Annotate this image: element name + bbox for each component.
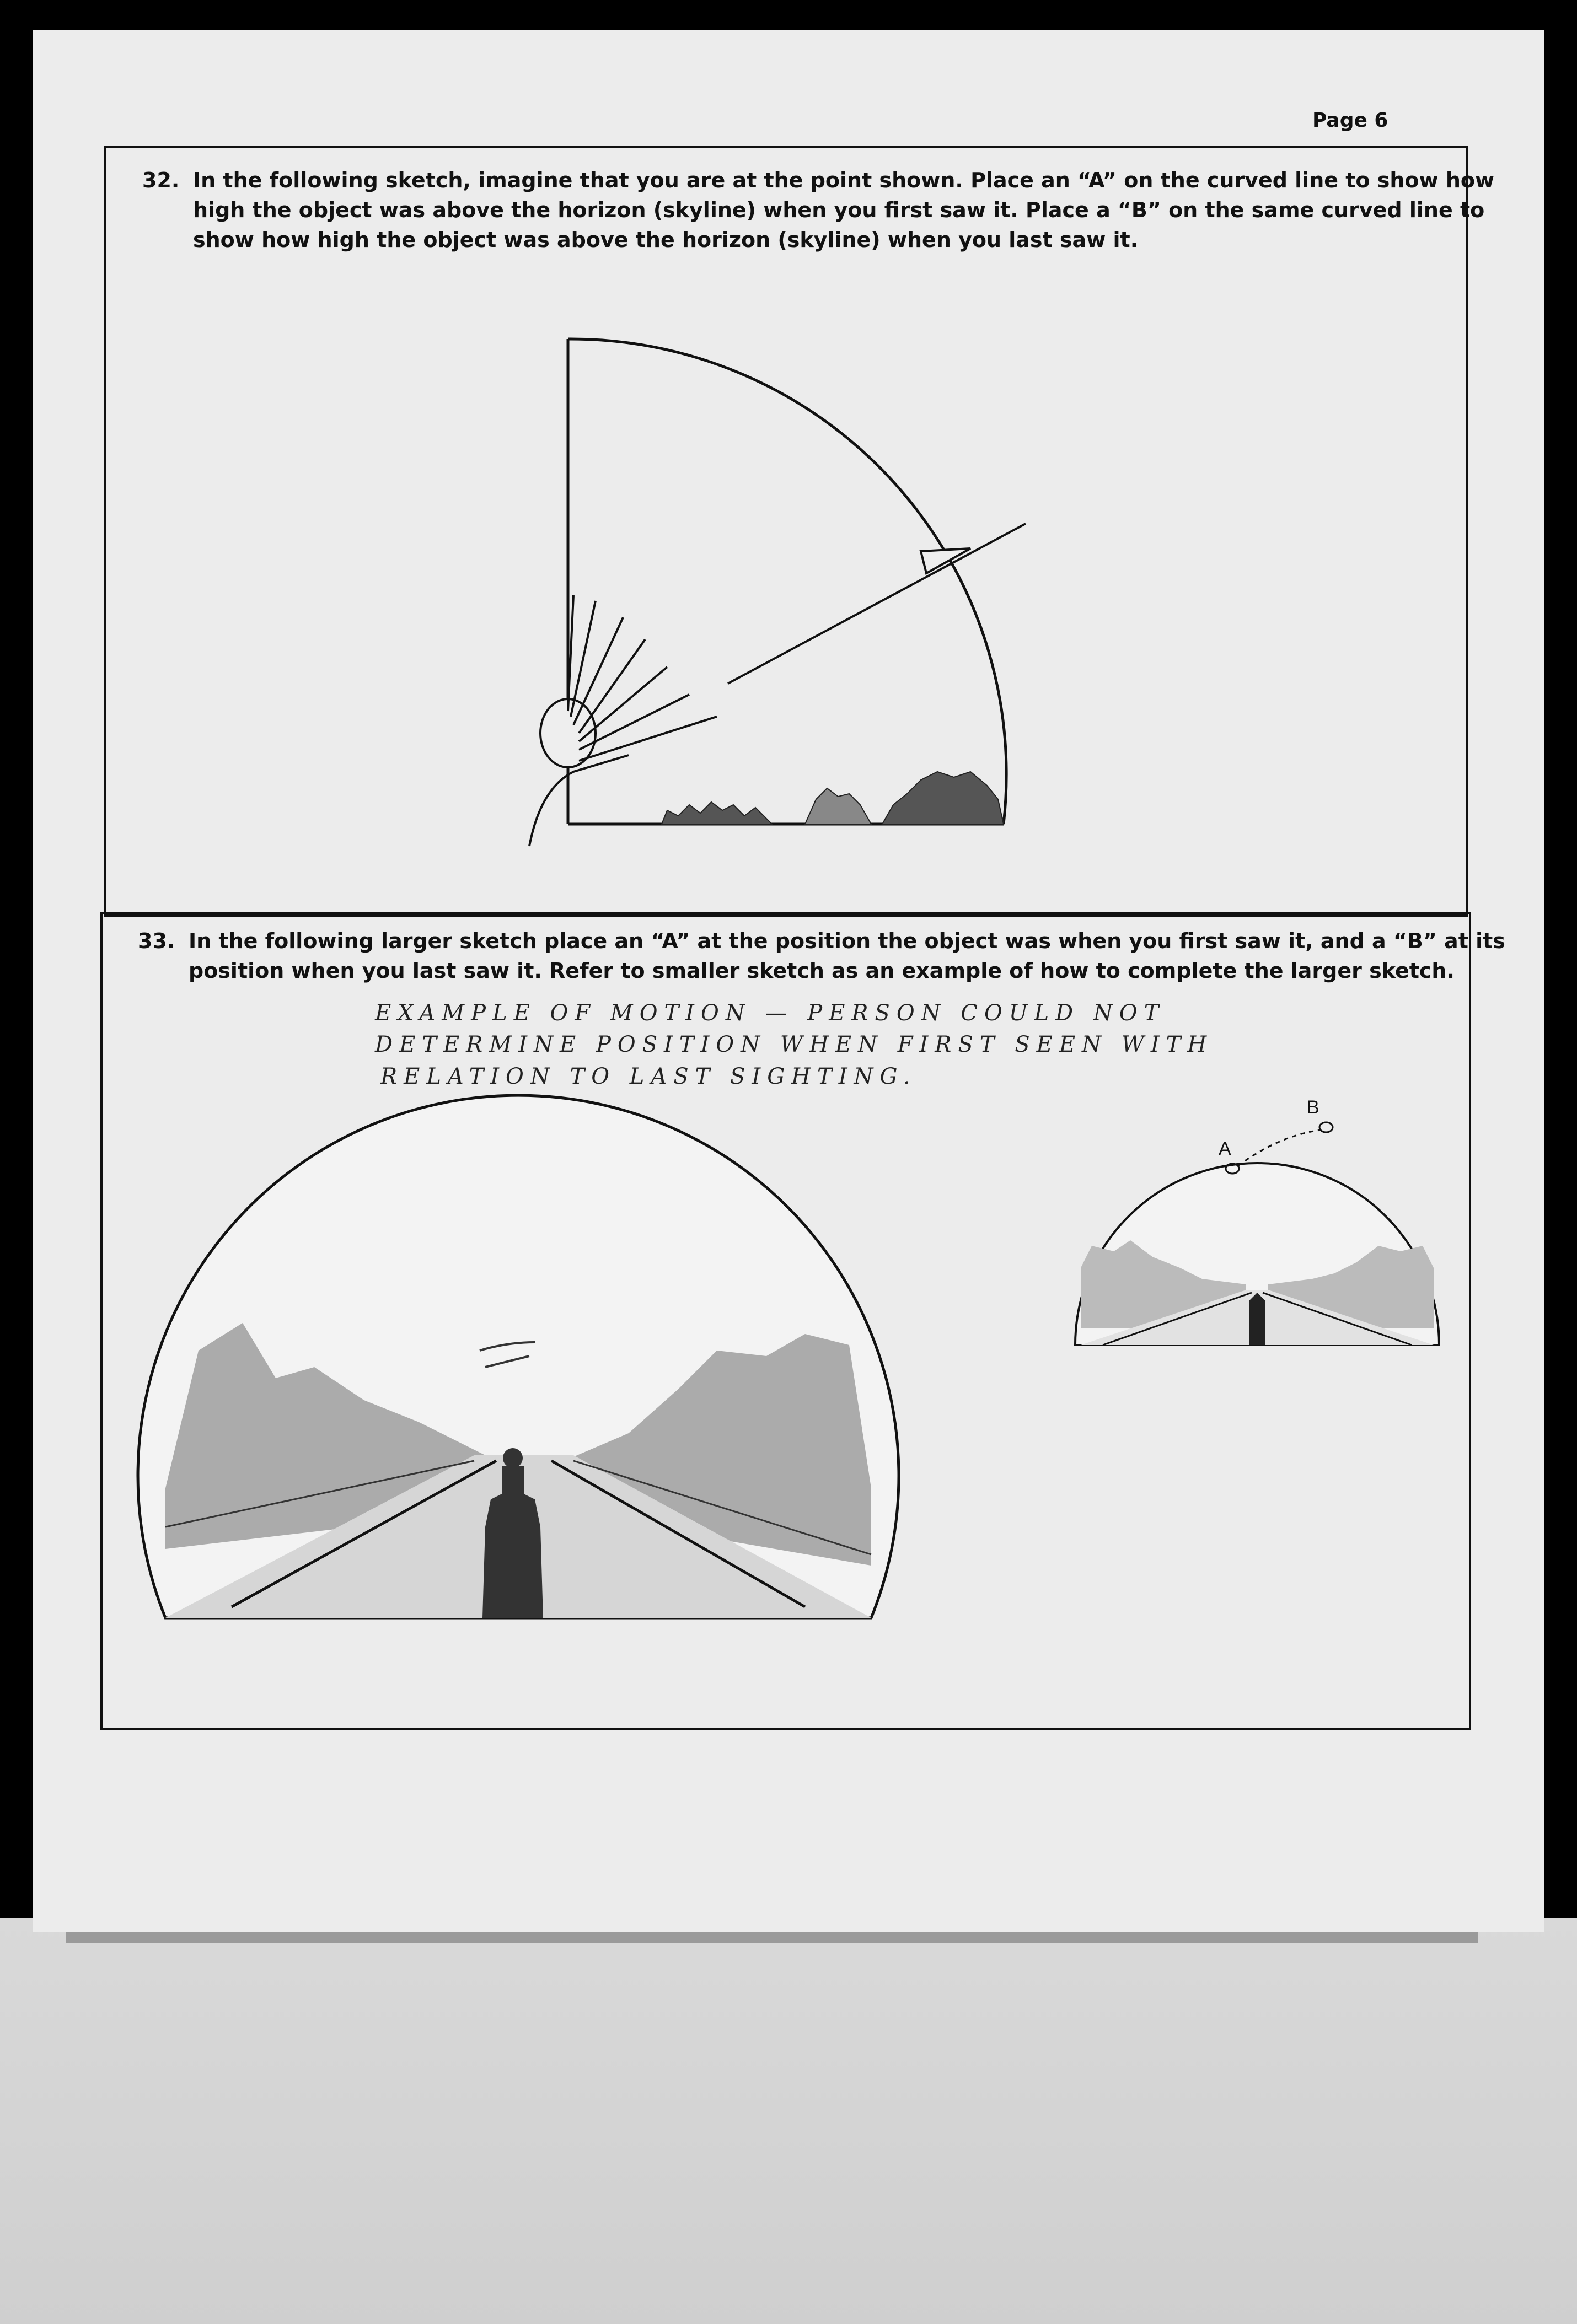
question-33-number: 33. <box>138 929 175 953</box>
background-surface <box>0 1918 1577 2324</box>
example-sketch <box>1070 1086 1445 1351</box>
question-32-line-1: In the following sketch, imagine that you are at the point shown. Place an “A” on the curved line to show how <box>193 168 1495 192</box>
handwritten-note-line-3: RELATION TO LAST SIGHTING. <box>380 1064 917 1089</box>
large-street-sketch[interactable] <box>132 1091 893 1621</box>
question-32-line-3: show how high the object was above the horizon (skyline) when you last saw it. <box>193 228 1139 252</box>
question-32-line-2: high the object was above the horizon (skyline) when you first saw it. Place a “B” on the same curved line to <box>193 198 1485 222</box>
point-b-marker <box>1319 1122 1333 1132</box>
sketch-horizon-arc <box>496 331 1081 860</box>
example-person <box>1249 1293 1265 1345</box>
handwritten-note-line-2: DETERMINE POSITION WHEN FIRST SEEN WITH <box>375 1032 1214 1057</box>
skyline-trees <box>662 772 1004 824</box>
page-number: Page 6 <box>1312 109 1388 132</box>
object-arrow <box>728 524 1026 684</box>
label-b: B <box>1307 1097 1319 1118</box>
question-32-number: 32. <box>142 168 180 192</box>
handwritten-note-line-1: EXAMPLE OF MOTION — PERSON COULD NOT <box>375 1000 1166 1026</box>
page-shadow <box>66 1932 1478 1943</box>
question-33-line-1: In the following larger sketch place an “A” at the position the object was when you first saw it, and a “B” at its <box>189 929 1505 953</box>
question-33-line-2: position when you last saw it. Refer to smaller sketch as an example of how to complete the larger sketch. <box>189 959 1455 983</box>
motion-path <box>1238 1130 1321 1166</box>
curved-line[interactable] <box>568 339 1006 824</box>
label-a: A <box>1219 1138 1231 1159</box>
